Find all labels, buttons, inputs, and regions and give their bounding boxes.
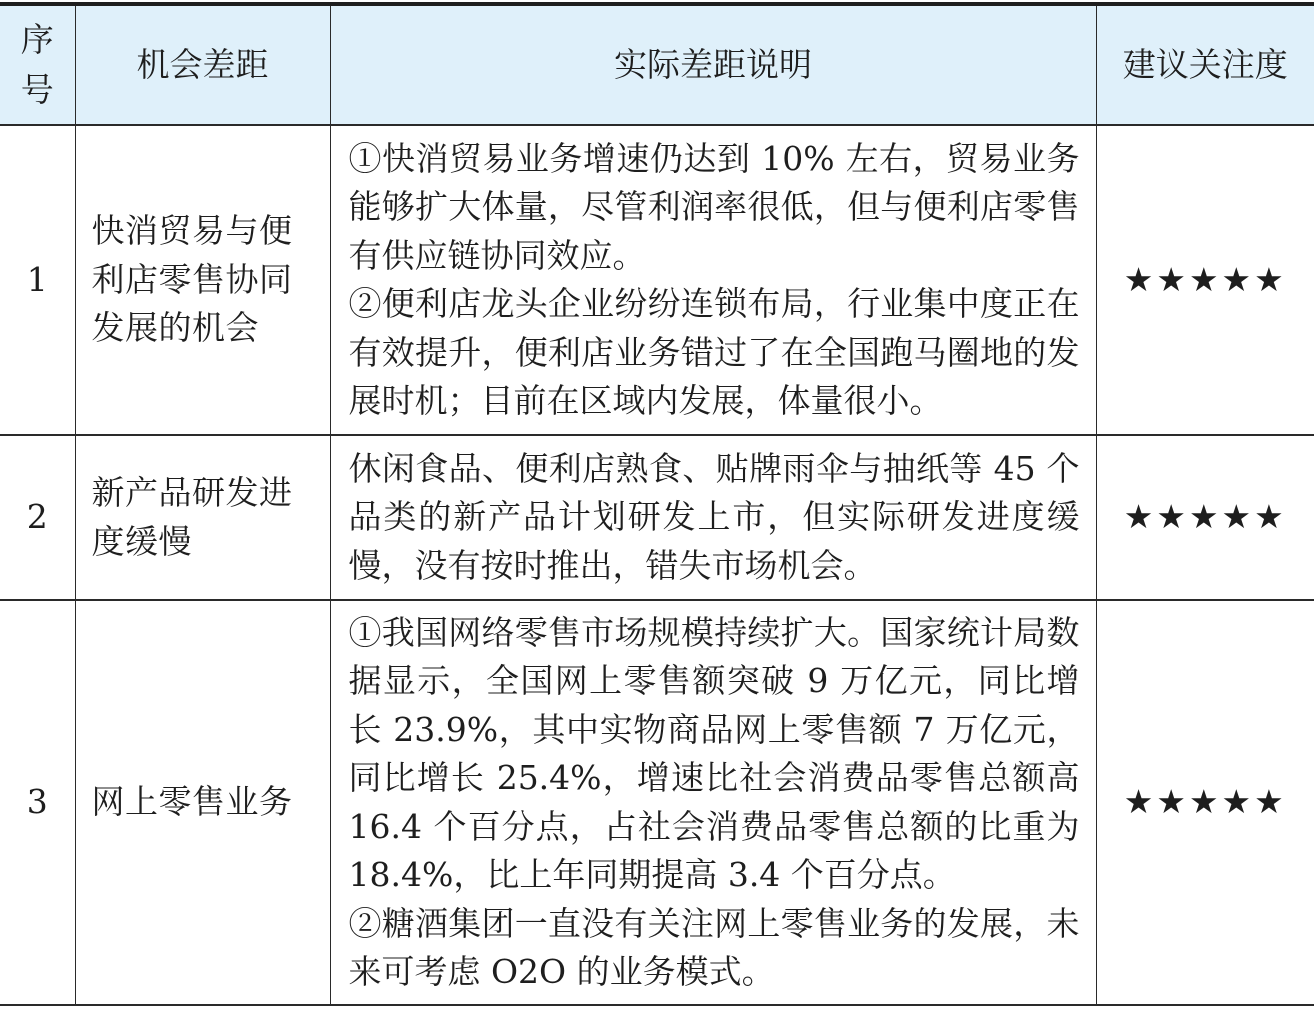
- row-attention-stars: ★★★★★: [1096, 600, 1314, 1005]
- table-body: [0, 125, 1314, 1005]
- header-attention: 建议关注度: [1096, 4, 1314, 125]
- table-header: [0, 4, 1314, 125]
- opportunity-gap-table: [0, 2, 1314, 1006]
- table-row: [0, 600, 1314, 1005]
- header-gap: 机会差距: [75, 4, 330, 125]
- desc-paragraph: ①快消贸易业务增速仍达到 10% 左右，贸易业务能够扩大体量，尽管利润率很低，但与便利店零售有供应链协同效应。: [348, 138, 1080, 275]
- desc-paragraph: 休闲食品、便利店熟食、贴牌雨伞与抽纸等 45 个品类的新产品计划研发上市，但实际研发进度缓慢，没有按时推出，错失市场机会。: [348, 448, 1080, 585]
- row-seq: 1: [0, 125, 75, 435]
- header-desc: 实际差距说明: [330, 4, 1096, 125]
- row-desc: [330, 435, 1096, 600]
- row-attention-stars: ★★★★★: [1096, 435, 1314, 600]
- header-seq: 序号: [0, 4, 75, 125]
- table-row: [0, 125, 1314, 435]
- table-row: [0, 435, 1314, 600]
- row-gap: 快消贸易与便利店零售协同发展的机会: [75, 125, 330, 435]
- desc-paragraph: ②糖酒集团一直没有关注网上零售业务的发展，未来可考虑 O2O 的业务模式。: [348, 903, 1080, 991]
- row-gap: 网上零售业务: [75, 600, 330, 1005]
- row-desc: [330, 600, 1096, 1005]
- header-row: [0, 4, 1314, 125]
- desc-paragraph: ①我国网络零售市场规模持续扩大。国家统计局数据显示，全国网上零售额突破 9 万亿元，同比增长 23.9%，其中实物商品网上零售额 7 万亿元，同比增长 25.4%，增速比社会消费品零售总额高 16.4 个百分点，占社会消费品零售总额的比重为 18.4%，比上年同期提高 3.4 个百分点。: [348, 612, 1080, 894]
- row-gap: 新产品研发进度缓慢: [75, 435, 330, 600]
- row-seq: 2: [0, 435, 75, 600]
- row-attention-stars: ★★★★★: [1096, 125, 1314, 435]
- row-seq: 3: [0, 600, 75, 1005]
- row-desc: [330, 125, 1096, 435]
- desc-paragraph: ②便利店龙头企业纷纷连锁布局，行业集中度正在有效提升，便利店业务错过了在全国跑马圈地的发展时机；目前在区域内发展，体量很小。: [348, 284, 1080, 420]
